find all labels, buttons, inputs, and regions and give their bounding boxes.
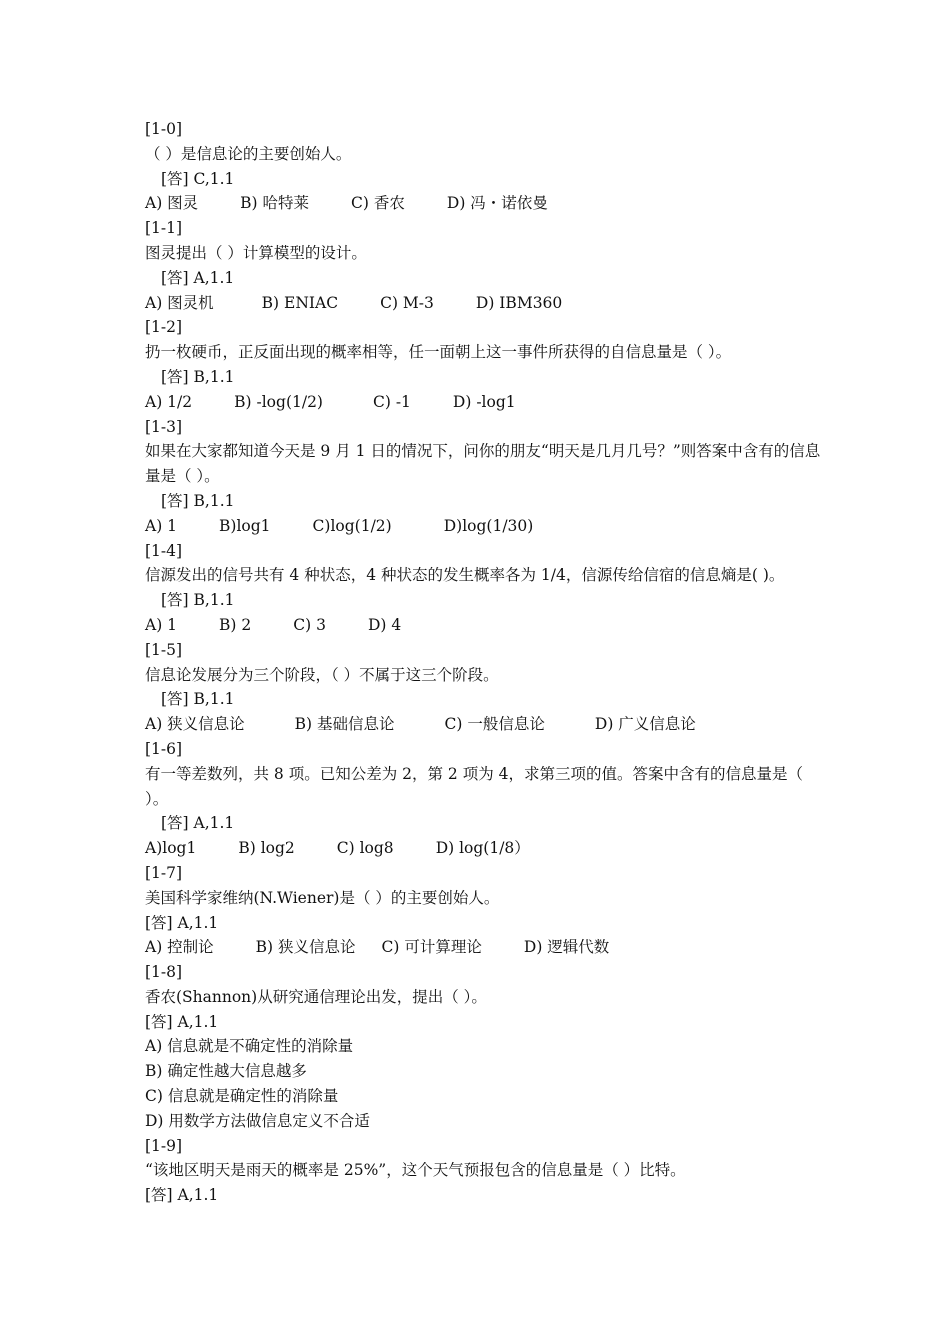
question-block bbox=[145, 638, 825, 737]
options-row bbox=[145, 191, 825, 216]
option: C) 可计算理论 bbox=[381, 938, 482, 957]
options-row bbox=[145, 390, 825, 415]
options-row bbox=[145, 514, 825, 539]
question-id: [1-5] bbox=[145, 640, 183, 659]
question-block bbox=[145, 737, 825, 861]
option: B)log1 bbox=[219, 516, 271, 535]
question-text: 如果在大家都知道今天是 9 月 1 日的情况下，问你的朋友“明天是几月几号？”则答案中含有的信息量是（ ）。 bbox=[145, 442, 821, 486]
option: C) 一般信息论 bbox=[444, 715, 545, 734]
option: C)log(1/2) bbox=[312, 516, 392, 535]
answer-key: [答] B,1.1 bbox=[161, 491, 235, 510]
answer-key: [答] A,1.1 bbox=[161, 814, 235, 833]
option: A) 图灵机 bbox=[145, 293, 214, 312]
option: A) 信息就是不确定性的消除量 bbox=[145, 1037, 354, 1056]
option: D)log(1/30) bbox=[443, 516, 534, 535]
question-block bbox=[145, 539, 825, 638]
option: B) 狭义信息论 bbox=[255, 938, 356, 957]
option: D) log(1/8） bbox=[435, 839, 530, 858]
option: D) 用数学方法做信息定义不合适 bbox=[145, 1111, 370, 1130]
question-id: [1-0] bbox=[145, 120, 183, 138]
options-row bbox=[145, 935, 825, 960]
question-id: [1-9] bbox=[145, 1136, 183, 1155]
option: A) 1 bbox=[145, 516, 178, 535]
option: A) 狭义信息论 bbox=[145, 715, 245, 734]
option: C) 3 bbox=[293, 615, 326, 634]
question-id: [1-6] bbox=[145, 739, 183, 758]
answer-key: [答] B,1.1 bbox=[161, 367, 235, 386]
option: C) log8 bbox=[336, 839, 394, 858]
option: A) 1 bbox=[145, 615, 178, 634]
answer-key: [答] A,1.1 bbox=[145, 913, 219, 932]
question-text: 有一等差数列，共 8 项。已知公差为 2，第 2 项为 4，求第三项的值。答案中含有的信息量是（ ）。 bbox=[145, 764, 804, 808]
option: C) 香农 bbox=[351, 194, 405, 213]
option: A) 1/2 bbox=[145, 392, 193, 411]
option: C) -1 bbox=[372, 392, 411, 411]
question-block bbox=[145, 960, 825, 1134]
options-row bbox=[145, 291, 825, 316]
option: C) M-3 bbox=[380, 293, 434, 312]
answer-key: [答] B,1.1 bbox=[161, 690, 235, 709]
question-block bbox=[145, 415, 825, 539]
option: D) IBM360 bbox=[475, 293, 563, 312]
option: A) 图灵 bbox=[145, 194, 199, 213]
options-row bbox=[145, 836, 825, 861]
question-id: [1-8] bbox=[145, 963, 183, 982]
answer-key: [答] B,1.1 bbox=[161, 591, 235, 610]
options-row bbox=[145, 712, 825, 737]
option: A)log1 bbox=[145, 839, 197, 858]
option: B) 哈特莱 bbox=[240, 194, 310, 213]
question-block bbox=[145, 117, 825, 216]
question-id: [1-4] bbox=[145, 541, 183, 560]
answer-key: [答] A,1.1 bbox=[161, 268, 235, 287]
question-block bbox=[145, 1134, 825, 1208]
question-block bbox=[145, 861, 825, 960]
question-block bbox=[145, 315, 825, 414]
question-text: 美国科学家维纳(N.Wiener)是（ ）的主要创始人。 bbox=[145, 888, 500, 907]
question-text: “该地区明天是雨天的概率是 25%”，这个天气预报包含的信息量是（ ）比特。 bbox=[145, 1161, 686, 1180]
question-id: [1-7] bbox=[145, 863, 183, 882]
question-text: （ ）是信息论的主要创始人。 bbox=[145, 144, 352, 163]
option: D) 4 bbox=[367, 615, 402, 634]
question-text: 信源发出的信号共有 4 种状态，4 种状态的发生概率各为 1/4，信源传给信宿的信息熵是( )。 bbox=[145, 566, 785, 585]
question-text: 图灵提出（ ）计算模型的设计。 bbox=[145, 243, 367, 262]
option: D) -log1 bbox=[452, 392, 516, 411]
question-text: 信息论发展分为三个阶段，（ ）不属于这三个阶段。 bbox=[145, 665, 499, 684]
answer-key: [答] C,1.1 bbox=[161, 169, 235, 188]
option: A) 控制论 bbox=[145, 938, 214, 957]
option: D) 广义信息论 bbox=[594, 715, 696, 734]
options-row bbox=[145, 613, 825, 638]
question-list bbox=[145, 117, 825, 1208]
option: B) -log(1/2) bbox=[234, 392, 323, 411]
answer-key: [答] A,1.1 bbox=[145, 1186, 219, 1205]
question-text: 香农(Shannon)从研究通信理论出发，提出（ ）。 bbox=[145, 987, 487, 1006]
option: D) 冯・诺依曼 bbox=[446, 194, 548, 213]
question-id: [1-3] bbox=[145, 417, 183, 436]
question-id: [1-1] bbox=[145, 219, 183, 238]
answer-key: [答] A,1.1 bbox=[145, 1012, 219, 1031]
option: C) 信息就是确定性的消除量 bbox=[145, 1087, 339, 1106]
option: B) ENIAC bbox=[261, 293, 339, 312]
question-text: 扔一枚硬币，正反面出现的概率相等，任一面朝上这一事件所获得的自信息量是（ ）。 bbox=[145, 343, 732, 362]
option: B) 2 bbox=[219, 615, 252, 634]
question-block bbox=[145, 216, 825, 315]
option: B) 确定性越大信息越多 bbox=[145, 1062, 307, 1081]
option: D) 逻辑代数 bbox=[523, 938, 610, 957]
question-id: [1-2] bbox=[145, 318, 183, 337]
option: B) 基础信息论 bbox=[294, 715, 395, 734]
option: B) log2 bbox=[238, 839, 295, 858]
